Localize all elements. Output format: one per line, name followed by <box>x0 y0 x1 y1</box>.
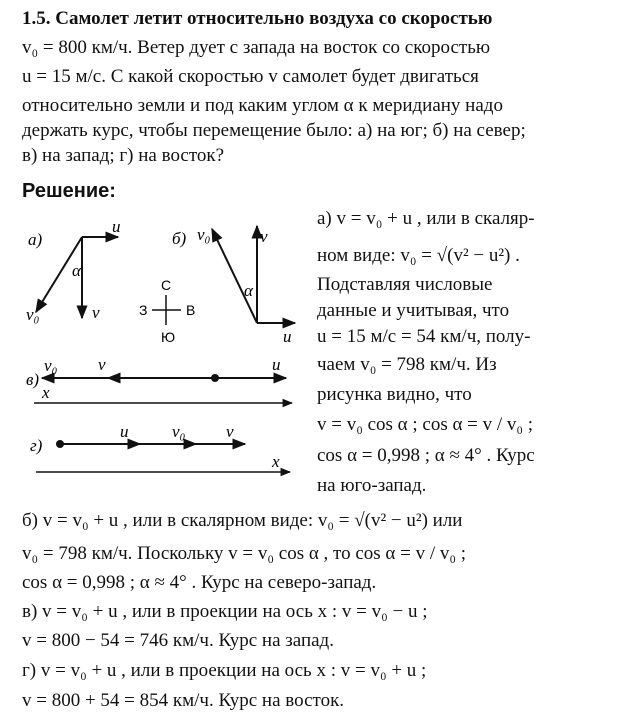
diagram-g <box>30 422 290 472</box>
right-line-3: Подставляя числовые <box>317 274 493 295</box>
v0-label-a: v₀ <box>26 305 40 324</box>
right-line-6: чаем v₀ = 798 км/ч. Из <box>317 354 497 375</box>
v0-label-b: v₀ <box>197 225 211 244</box>
axis-x-label-g: x <box>272 452 280 471</box>
bottom-line-4: в) v = v₀ + u , или в проекции на ось x : v = v₀ − u ; <box>22 601 428 622</box>
diagram-g-label: г) <box>30 436 43 455</box>
u-label-g: u <box>120 422 129 441</box>
diagram-b <box>172 225 295 346</box>
problem-line-5: держать курс, чтобы перемещение было: а) на юг; б) на север; <box>22 120 526 141</box>
compass-north: С <box>161 277 172 293</box>
compass-east: В <box>186 302 196 318</box>
bottom-line-5: v = 800 − 54 = 746 км/ч. Курс на запад. <box>22 630 334 651</box>
problem-text: 1.5. Самолет летит относительно воздуха со скоростью <box>22 8 493 29</box>
compass-rose <box>139 277 195 345</box>
right-line-1: а) v = v₀ + u , или в скаляр- <box>317 208 535 229</box>
diagram-v <box>26 355 292 403</box>
problem-line-6: в) на запад; г) на восток? <box>22 145 225 166</box>
axis-x-label-v: x <box>42 383 50 402</box>
bottom-line-7: v = 800 + 54 = 854 км/ч. Курс на восток. <box>22 690 345 711</box>
alpha-label-a: α <box>72 261 81 280</box>
compass-south: Ю <box>161 329 176 345</box>
bottom-line-6: г) v = v₀ + u , или в проекции на ось x : v = v₀ + u ; <box>22 660 427 681</box>
v-label-b: v <box>260 227 268 246</box>
bottom-line-2: v₀ = 798 км/ч. Поскольку v = v₀ cos α , то cos α = v / v₀ ; <box>22 543 467 564</box>
problem-line-2: v₀ = 800 км/ч. Ветер дует с запада на восток со скоростью <box>22 37 491 58</box>
u-label-a: u <box>112 217 121 236</box>
v-label-g: v <box>226 422 234 441</box>
alpha-label-b: α <box>244 281 253 300</box>
v-label-v: v <box>98 355 106 374</box>
v0-label-v: v₀ <box>44 356 58 375</box>
u-label-v: u <box>272 355 281 374</box>
problem-line-4: относительно земли и под каким углом α к меридиану надо <box>22 95 503 116</box>
origin-point-v <box>211 374 219 382</box>
right-line-7: рисунка видно, что <box>317 384 472 405</box>
problem-line-3: u = 15 м/с. С какой скоростью v самолет будет двигаться <box>22 66 479 87</box>
diagram-v-label: в) <box>26 370 40 389</box>
compass-west: З <box>139 302 148 318</box>
vector-v0-b <box>212 229 257 323</box>
bottom-line-1: б) v = v₀ + u , или в скалярном виде: v₀ = √(v² − u²) или <box>22 510 463 531</box>
diagram-b-label: б) <box>172 229 187 248</box>
bottom-line-3: cos α = 0,998 ; α ≈ 4° . Курс на северо-запад. <box>22 572 377 593</box>
v-label-a: v <box>92 303 100 322</box>
right-line-8: v = v₀ cos α ; cos α = v / v₀ ; <box>317 414 534 435</box>
right-line-2: ном виде: v₀ = √(v² − u²) . <box>317 245 520 266</box>
v0-label-g: v₀ <box>172 422 186 441</box>
diagram-a <box>26 217 121 324</box>
solution-heading: Решение: <box>22 180 116 202</box>
right-line-4: данные и учитывая, что <box>317 300 510 321</box>
diagram-a-label: а) <box>28 230 43 249</box>
right-line-10: на юго-запад. <box>317 475 427 496</box>
u-label-b: u <box>283 327 292 346</box>
right-line-5: u = 15 м/с = 54 км/ч, полу- <box>317 326 531 347</box>
right-line-9: cos α = 0,998 ; α ≈ 4° . Курс <box>317 445 535 466</box>
